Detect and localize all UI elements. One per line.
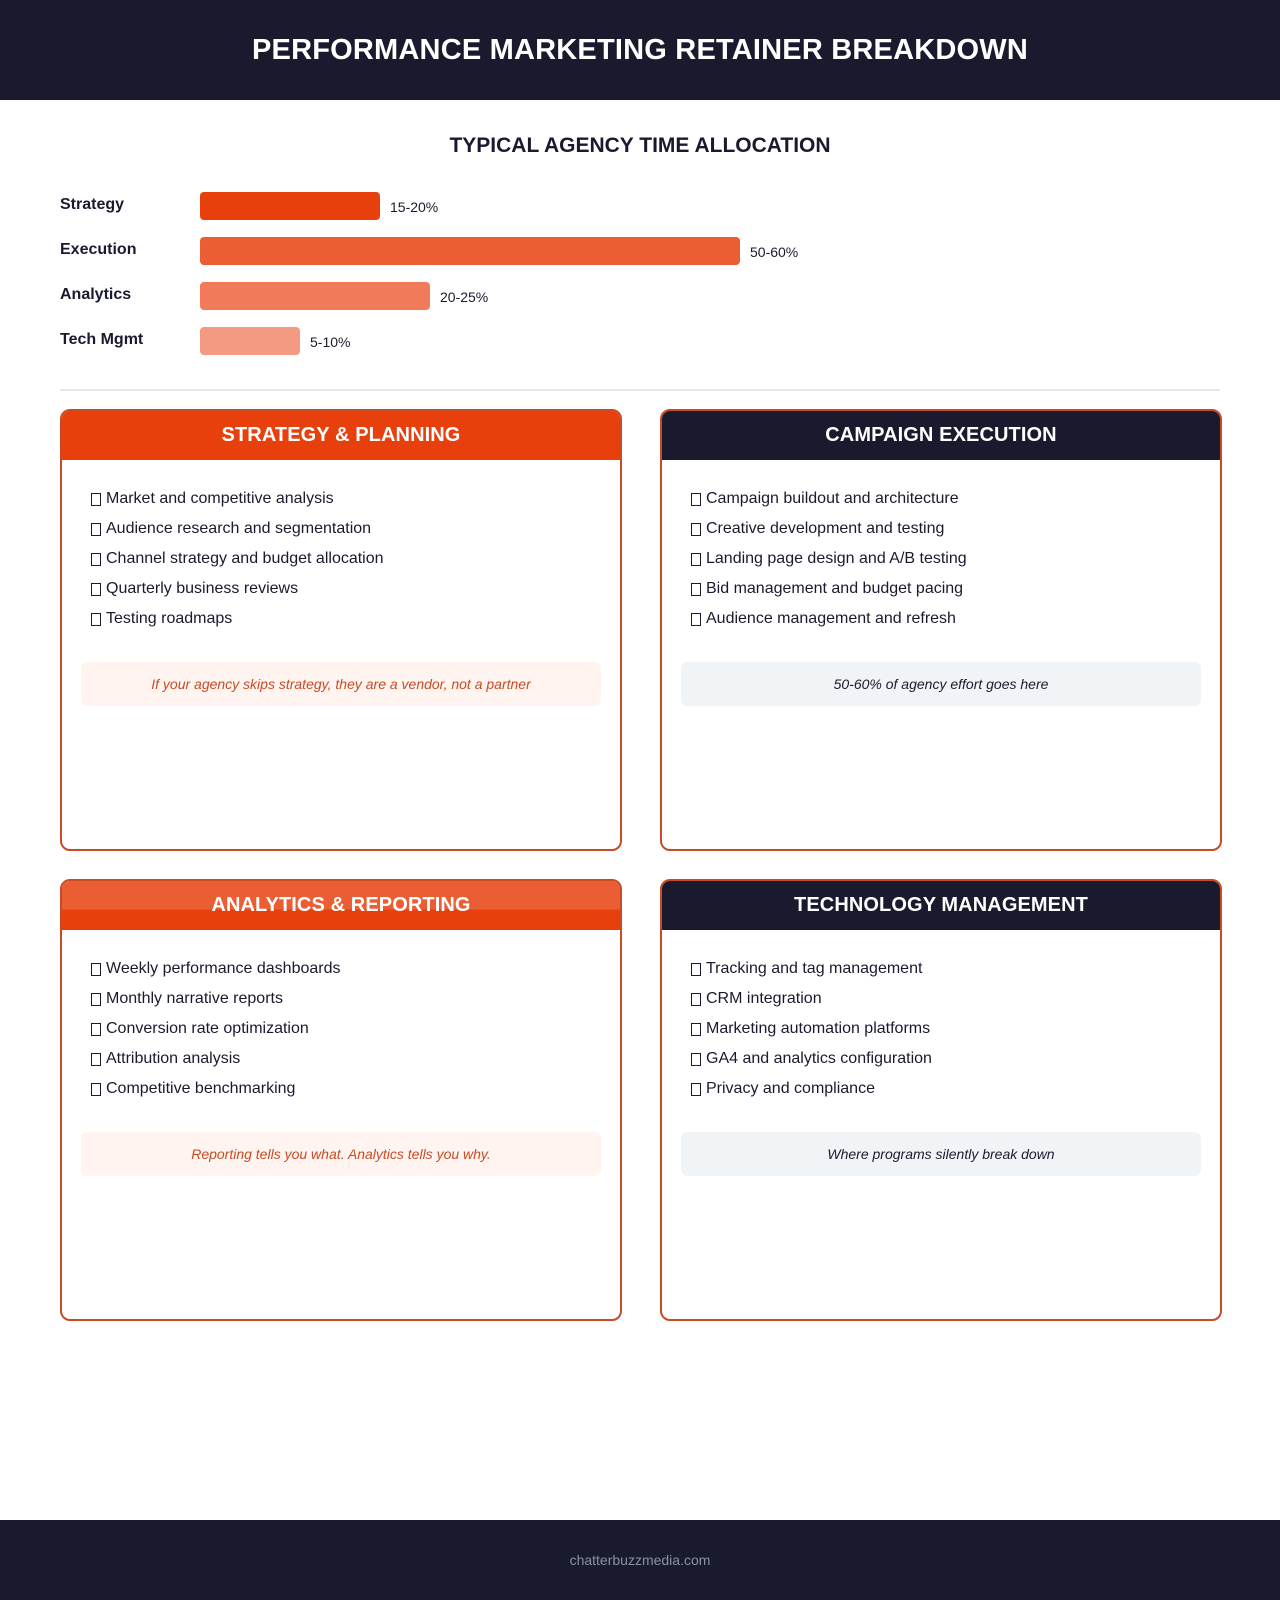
- checkbox-icon: [691, 523, 701, 536]
- checkbox-icon: [691, 1083, 701, 1096]
- bar-category-label: Tech Mgmt: [60, 331, 144, 348]
- list-item: CRM integration: [691, 984, 1220, 1014]
- list-item: Attribution analysis: [91, 1044, 620, 1074]
- checkbox-icon: [91, 583, 101, 596]
- bar-category-label: Execution: [60, 241, 137, 258]
- card-note: Where programs silently break down: [681, 1132, 1201, 1176]
- checkbox-icon: [91, 493, 101, 506]
- list-item: Channel strategy and budget allocation: [91, 544, 620, 574]
- bar-category-label: Analytics: [60, 286, 132, 303]
- card-note: 50-60% of agency effort goes here: [681, 662, 1201, 706]
- bar-category-label: Strategy: [60, 196, 125, 213]
- card-analytics-reporting: [60, 879, 622, 1321]
- checkbox-icon: [91, 993, 101, 1006]
- bar-value-label: 5-10%: [310, 334, 351, 350]
- checkbox-icon: [691, 1053, 701, 1066]
- card-title: STRATEGY & PLANNING: [62, 411, 620, 460]
- list-item: Creative development and testing: [691, 514, 1220, 544]
- list-item: Marketing automation platforms: [691, 1014, 1220, 1044]
- list-item: Audience research and segmentation: [91, 514, 620, 544]
- page-header: [0, 0, 1280, 100]
- card-title: CAMPAIGN EXECUTION: [662, 411, 1220, 460]
- card-note: Reporting tells you what. Analytics tells you why.: [81, 1132, 601, 1176]
- card-strategy-planning: [60, 409, 622, 851]
- checkbox-icon: [691, 1023, 701, 1036]
- card-title: ANALYTICS & REPORTING: [62, 881, 620, 930]
- list-item: Monthly narrative reports: [91, 984, 620, 1014]
- list-item: Conversion rate optimization: [91, 1014, 620, 1044]
- checkbox-icon: [91, 1083, 101, 1096]
- card-title: TECHNOLOGY MANAGEMENT: [662, 881, 1220, 930]
- bar-row: [60, 235, 1220, 263]
- list-item: GA4 and analytics configuration: [691, 1044, 1220, 1074]
- list-item: Privacy and compliance: [691, 1074, 1220, 1104]
- list-item: Market and competitive analysis: [91, 484, 620, 514]
- page-title: PERFORMANCE MARKETING RETAINER BREAKDOWN: [252, 33, 1028, 66]
- checkbox-icon: [691, 553, 701, 566]
- bar: [200, 327, 300, 355]
- section-divider: [60, 389, 1220, 391]
- checkbox-icon: [691, 963, 701, 976]
- bar-row: [60, 325, 1220, 353]
- checkbox-icon: [91, 1053, 101, 1066]
- checkbox-icon: [91, 553, 101, 566]
- footer-domain: chatterbuzzmedia.com: [569, 1552, 711, 1568]
- card-note: If your agency skips strategy, they are a vendor, not a partner: [81, 662, 601, 706]
- card-item-list: [62, 460, 620, 634]
- bar-row: [60, 190, 1220, 218]
- card-item-list: [662, 460, 1220, 634]
- checkbox-icon: [91, 613, 101, 626]
- page-footer: [0, 1520, 1280, 1600]
- bar-row: [60, 280, 1220, 308]
- bar-value-label: 50-60%: [750, 244, 799, 260]
- card-item-list: [62, 930, 620, 1104]
- checkbox-icon: [691, 493, 701, 506]
- card-technology-management: [660, 879, 1222, 1321]
- list-item: Quarterly business reviews: [91, 574, 620, 604]
- time-allocation-chart: [60, 190, 1220, 360]
- bar: [200, 237, 740, 265]
- list-item: Testing roadmaps: [91, 604, 620, 634]
- list-item: Campaign buildout and architecture: [691, 484, 1220, 514]
- bar: [200, 282, 430, 310]
- checkbox-icon: [691, 583, 701, 596]
- checkbox-icon: [91, 1023, 101, 1036]
- list-item: Competitive benchmarking: [91, 1074, 620, 1104]
- checkbox-icon: [691, 993, 701, 1006]
- list-item: Weekly performance dashboards: [91, 954, 620, 984]
- checkbox-icon: [91, 523, 101, 536]
- chart-title: TYPICAL AGENCY TIME ALLOCATION: [449, 134, 831, 157]
- list-item: Tracking and tag management: [691, 954, 1220, 984]
- card-item-list: [662, 930, 1220, 1104]
- card-campaign-execution: [660, 409, 1222, 851]
- checkbox-icon: [91, 963, 101, 976]
- checkbox-icon: [691, 613, 701, 626]
- bar-value-label: 20-25%: [440, 289, 489, 305]
- bar-value-label: 15-20%: [390, 199, 439, 215]
- list-item: Bid management and budget pacing: [691, 574, 1220, 604]
- bar: [200, 192, 380, 220]
- list-item: Audience management and refresh: [691, 604, 1220, 634]
- list-item: Landing page design and A/B testing: [691, 544, 1220, 574]
